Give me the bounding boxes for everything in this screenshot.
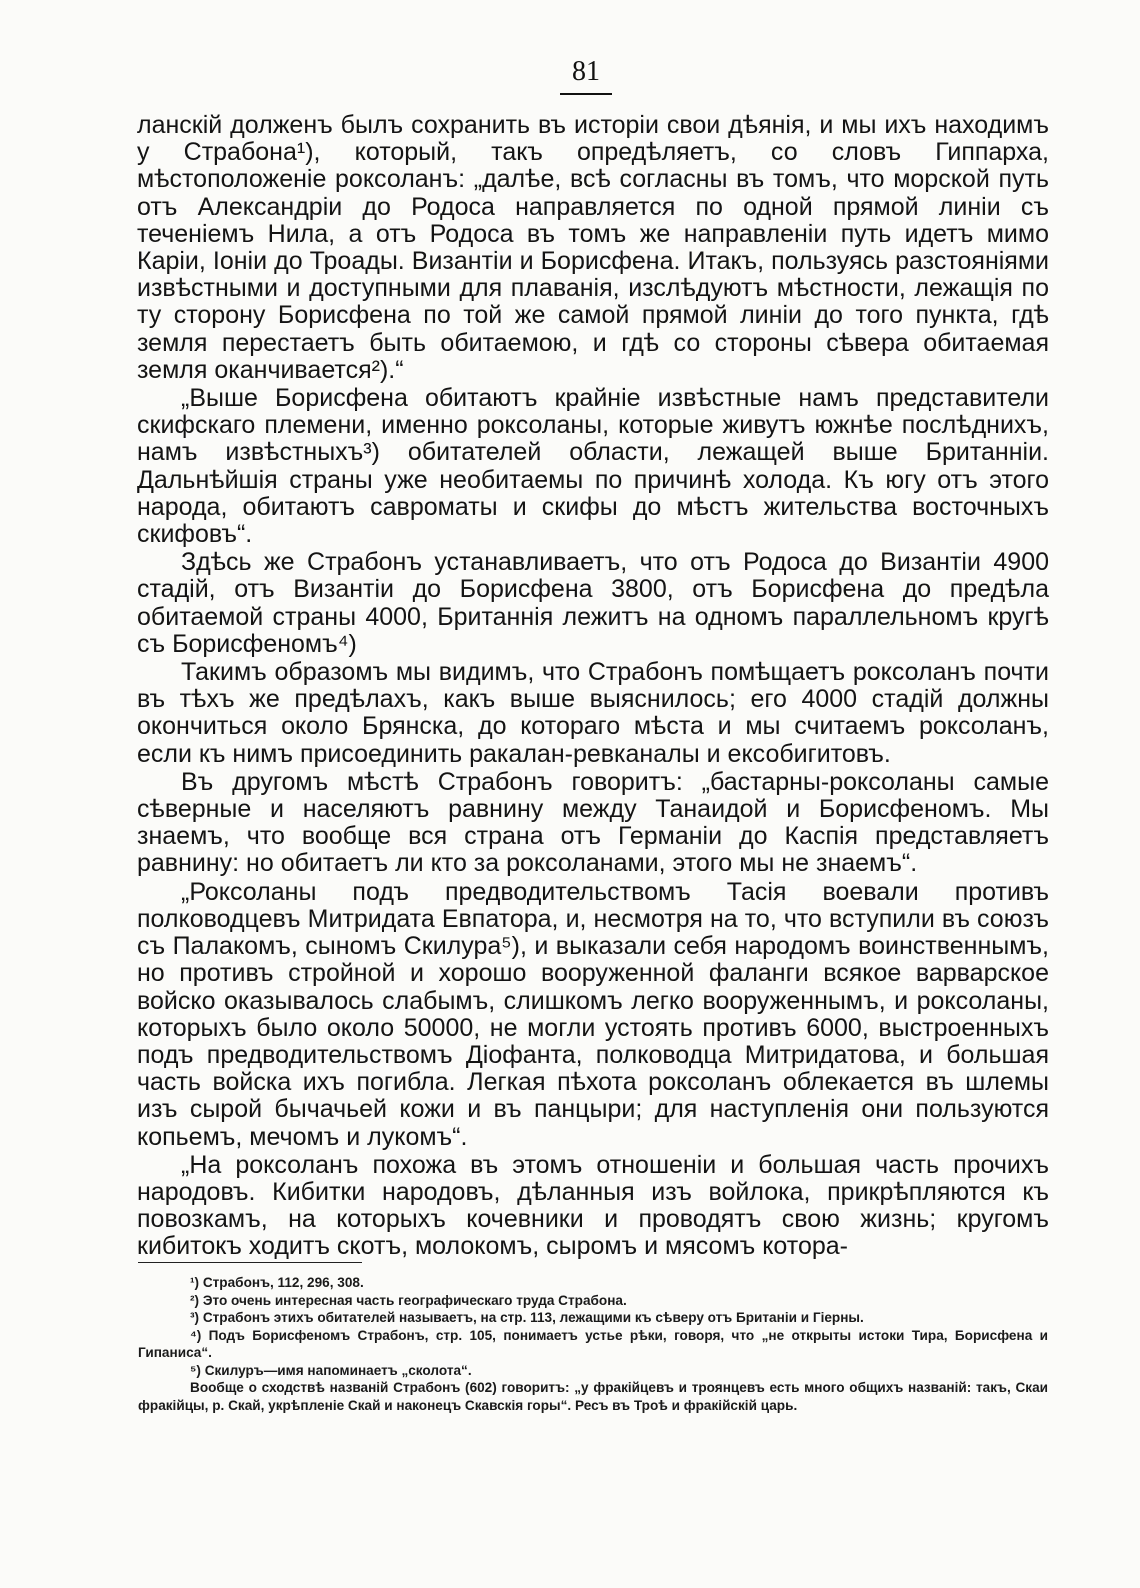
paragraph: „Выше Борисфена обитаютъ крайніе извѣстные намъ представители скифскаго племени, именно роксоланы, которые живутъ южнѣе послѣднихъ, намъ извѣстныхъ³) обитателей области, лежащей выше Британніи. Дальнѣйшія страны уже необитаемы по причинѣ холода. Къ югу отъ этого народа, обитаютъ савроматы и скифы до мѣстъ жительства восточныхъ скифовъ“.: [137, 384, 1049, 549]
paragraph: Здѣсь же Страбонъ устанавливаетъ, что отъ Родоса до Византіи 4900 стадій, отъ Византіи до Борисфена 3800, отъ Борисфена до предѣла обитаемой страны 4000, Британнія лежитъ на одномъ параллельномъ кругѣ съ Борисфеномъ⁴): [137, 548, 1049, 658]
page-number: 81: [572, 56, 600, 87]
footnote: Вообще о сходствѣ названій Страбонъ (602) говоритъ: „у фракійцевъ и троянцевъ есть много общихъ названій: такъ, Скаи фракійцы, р. Скай, укрѣпленіе Скай и наконецъ Скавскія горы“. Ресъ въ Троѣ и фракійскій царь.: [138, 1380, 1048, 1413]
footnote: ¹) Страбонъ, 112, 296, 308.: [190, 1275, 364, 1290]
paragraph: „На роксоланъ похожа въ этомъ отношеніи и большая часть прочихъ народовъ. Кибитки народовъ, дѣланныя изъ войлока, прикрѣпляются къ повозкамъ, на которыхъ кочевники и проводятъ свою жизнь; кругомъ кибитокъ ходитъ скотъ, молокомъ, сыромъ и мясомъ котора-: [137, 1150, 1049, 1261]
paragraph: Такимъ образомъ мы видимъ, что Страбонъ помѣщаетъ роксоланъ почти въ тѣхъ же предѣлахъ, какъ выше выяснилось; его 4000 стадій должны окончиться около Брянска, до котораго мѣста и мы считаемъ роксоланъ, если къ нимъ присоединить ракалан-ревканалы и ексобигитовъ.: [137, 658, 1049, 768]
paragraph: ланскій долженъ былъ сохранить въ исторіи свои дѣянія, и мы ихъ находимъ у Страбона¹), который, такъ опредѣляетъ, со словъ Гиппарха, мѣстоположеніе роксоланъ: „далѣе, всѣ согласны въ томъ, что морской путь отъ Александріи до Родоса направляется по одной прямой линіи съ теченіемъ Нила, а отъ Родоса въ томъ же направленіи путь идетъ мимо Каріи, Іоніи до Троады. Византіи и Борисфена. Итакъ, пользуясь разстояніями извѣстными и доступными для плаванія, изслѣдуютъ мѣстности, лежащія по ту сторону Борисфена по той же самой прямой линіи до того пункта, гдѣ земля перестаетъ быть обитаемою, и гдѣ со стороны сѣвера обитаемая земля оканчивается²).“: [137, 111, 1049, 384]
footnote: ⁴) Подъ Борисфеномъ Страбонъ, стр. 105, понимаетъ устье рѣки, говоря, что „не открыты истоки Тира, Борисфена и Гипаниса“.: [138, 1327, 1048, 1360]
paragraph: Въ другомъ мѣстѣ Страбонъ говоритъ: „бастарны-роксоланы самые сѣверные и населяютъ равнину между Танаидой и Борисфеномъ. Мы знаемъ, что вообще вся страна отъ Германіи до Каспія представляетъ равнину: но обитаетъ ли кто за роксоланами, этого мы не знаемъ“.: [137, 767, 1049, 878]
footnote: ²) Это очень интересная часть географическаго труда Страбона.: [190, 1292, 627, 1308]
footnote-separator: [138, 1262, 362, 1263]
paragraph: „Роксоланы подъ предводительствомъ Тасія воевали противъ полководцевъ Митридата Евпатора, и, несмотря на то, что вступили въ союзъ съ Палакомъ, сыномъ Скилура⁵), и выказали себя народомъ воинственнымъ, но противъ стройной и хорошо вооруженной фаланги всякое варварское войско оказывалось слабымъ, слишкомъ легко вооруженнымъ, и роксоланы, которыхъ было около 50000, не могли устоять противъ 6000, выстроенныхъ подъ предводительствомъ Діофанта, полководца Митридатова, и большая часть войска ихъ погибла. Легкая пѣхота роксоланъ облекается въ шлемы изъ сырой бычачьей кожи и въ панцыри; для наступленія они пользуются копьемъ, мечомъ и лукомъ“.: [137, 877, 1049, 1151]
footnote: ⁵) Скилуръ—имя напоминаетъ „сколота“.: [190, 1362, 472, 1378]
footnotes: [138, 1274, 1048, 1414]
footnote: ³) Страбонъ этихъ обитателей называетъ, на стр. 113, лежащими къ сѣверу отъ Британіи и Гіерны.: [190, 1310, 864, 1325]
page-number-underline: [560, 93, 612, 95]
main-text: [137, 112, 1049, 1261]
